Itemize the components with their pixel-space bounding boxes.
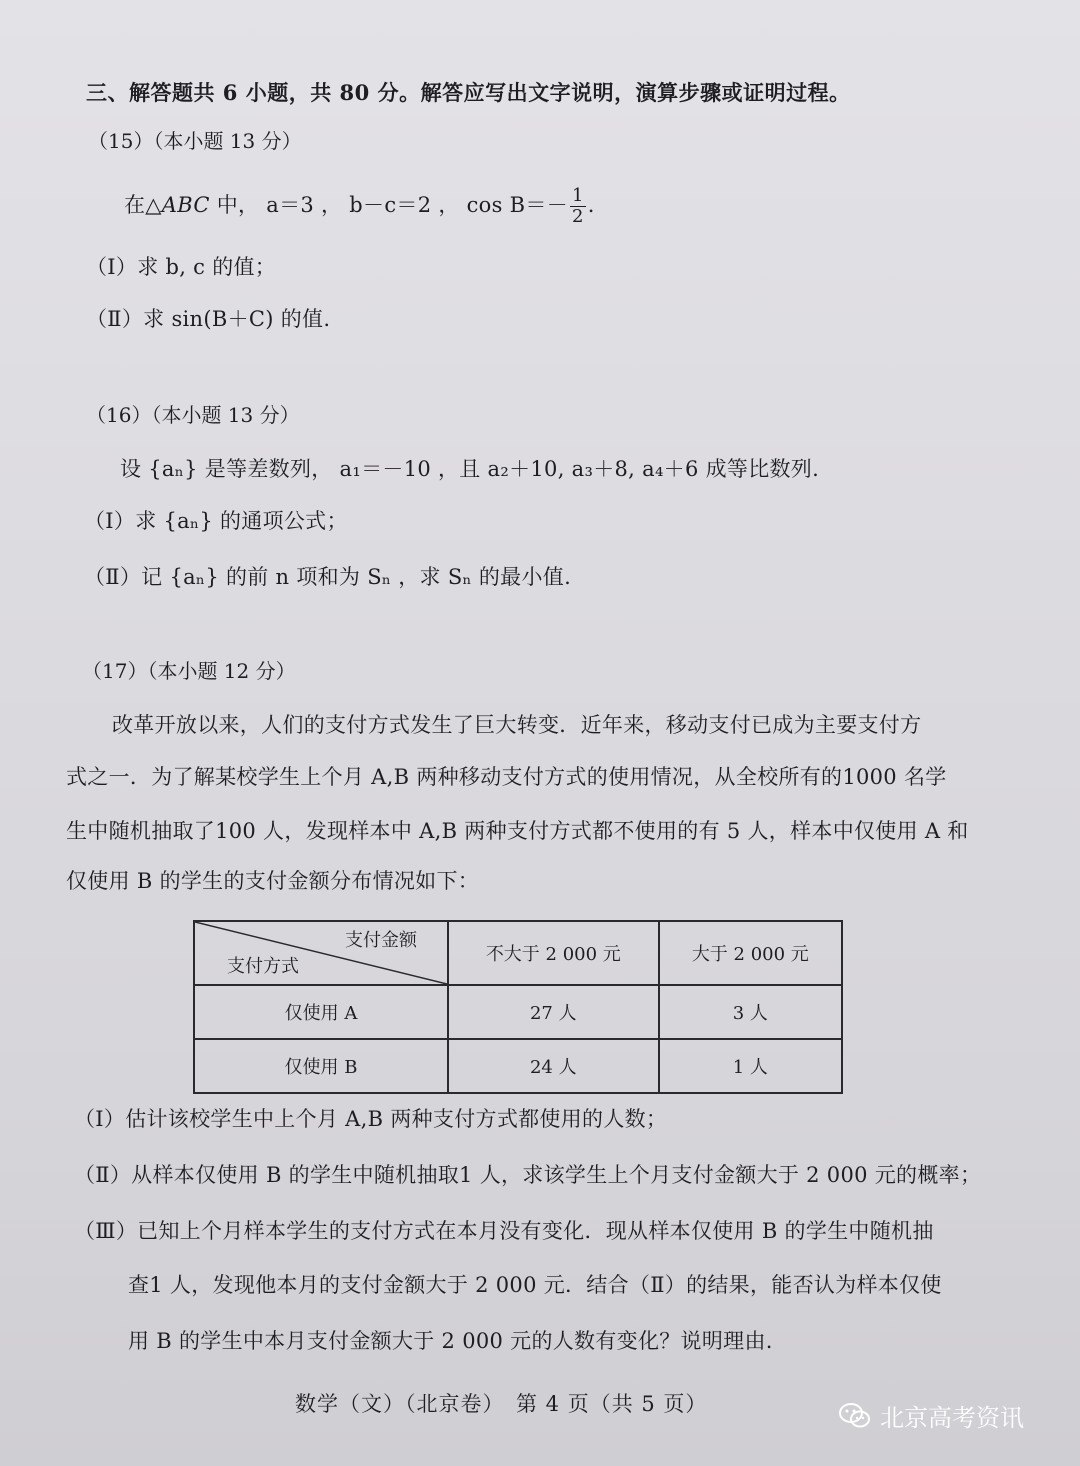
q16-stem: 设 {aₙ} 是等差数列， a₁＝－10 ，且 a₂＋10, a₃＋8, a₄＋6 成等比数列. xyxy=(120,457,820,481)
row-label: 仅使用 A xyxy=(194,985,448,1039)
q15-stem-end: . xyxy=(587,193,595,217)
q17-part3-line: （Ⅲ）已知上个月样本学生的支付方式在本月没有变化．现从样本仅使用 B 的学生中随机抽 xyxy=(74,1219,934,1243)
table-cell: 27 人 xyxy=(448,985,659,1039)
q16-part2: （Ⅱ）记 {aₙ} 的前 n 项和为 Sₙ ，求 Sₙ 的最小值. xyxy=(84,565,572,589)
fraction-numerator: 1 xyxy=(572,185,584,206)
q15-fraction xyxy=(570,186,586,227)
q17-para-line: 仅使用 B 的学生的支付金额分布情况如下： xyxy=(66,869,480,893)
q17-para-line: 生中随机抽取了100 人，发现样本中 A,B 两种支付方式都不使用的有 5 人，样本中仅使用 A 和 xyxy=(66,819,969,843)
q17-header: （17）（本小题 12 分） xyxy=(82,659,296,683)
q15-part2: （Ⅱ）求 sin(B＋C) 的值. xyxy=(86,307,331,331)
table-row xyxy=(194,985,842,1039)
table-header-row xyxy=(194,921,842,985)
column-header: 不大于 2 000 元 xyxy=(448,921,659,985)
q17-para-line: 式之一．为了解某校学生上个月 A,B 两种移动支付方式的使用情况，从全校所有的1000 名学 xyxy=(66,765,947,789)
q16-header: （16）（本小题 13 分） xyxy=(86,403,300,427)
q15-stem-mid: 中， a＝3 ， b－c＝2 ， cos B＝－ xyxy=(209,193,569,217)
q17-part1: （Ⅰ）估计该校学生中上个月 A,B 两种支付方式都使用的人数； xyxy=(74,1107,668,1131)
table-corner-cell xyxy=(194,921,448,985)
corner-top-label: 支付金额 xyxy=(345,930,417,951)
table-cell: 24 人 xyxy=(448,1039,659,1093)
table-cell: 1 人 xyxy=(659,1039,842,1093)
corner-bottom-label: 支付方式 xyxy=(227,956,299,977)
brand-name: 北京高考资讯 xyxy=(880,1404,1024,1432)
q15-stem-pre: 在△ xyxy=(124,193,162,217)
row-label: 仅使用 B xyxy=(194,1039,448,1093)
q17-part3-line: 用 B 的学生中本月支付金额大于 2 000 元的人数有变化？说明理由. xyxy=(128,1329,773,1353)
q15-stem xyxy=(124,186,595,227)
section-title: 三、解答题共 6 小题，共 80 分。解答应写出文字说明，演算步骤或证明过程。 xyxy=(86,80,851,105)
column-header: 大于 2 000 元 xyxy=(659,921,842,985)
fraction-denominator: 2 xyxy=(572,206,584,227)
q15-part1: （Ⅰ）求 b, c 的值； xyxy=(86,255,277,279)
table-row xyxy=(194,1039,842,1093)
q15-stem-abc: ABC xyxy=(161,193,210,217)
q17-part3-line: 查1 人，发现他本月的支付金额大于 2 000 元．结合（Ⅱ）的结果，能否认为样本仅使 xyxy=(128,1273,942,1297)
q17-para-line: 改革开放以来，人们的支付方式发生了巨大转变．近年来，移动支付已成为主要支付方 xyxy=(112,713,922,737)
payment-table xyxy=(193,920,843,1094)
table-cell: 3 人 xyxy=(659,985,842,1039)
q16-part1: （Ⅰ）求 {aₙ} 的通项公式； xyxy=(84,509,348,533)
q17-part2: （Ⅱ）从样本仅使用 B 的学生中随机抽取1 人，求该学生上个月支付金额大于 2 000 元的概率； xyxy=(74,1163,982,1187)
wechat-icon xyxy=(838,1401,872,1431)
q15-header: （15）（本小题 13 分） xyxy=(88,129,302,153)
watermark-brand xyxy=(838,1398,1024,1433)
page-footer: 数学（文）（北京卷） 第 4 页（共 5 页） xyxy=(295,1392,708,1416)
